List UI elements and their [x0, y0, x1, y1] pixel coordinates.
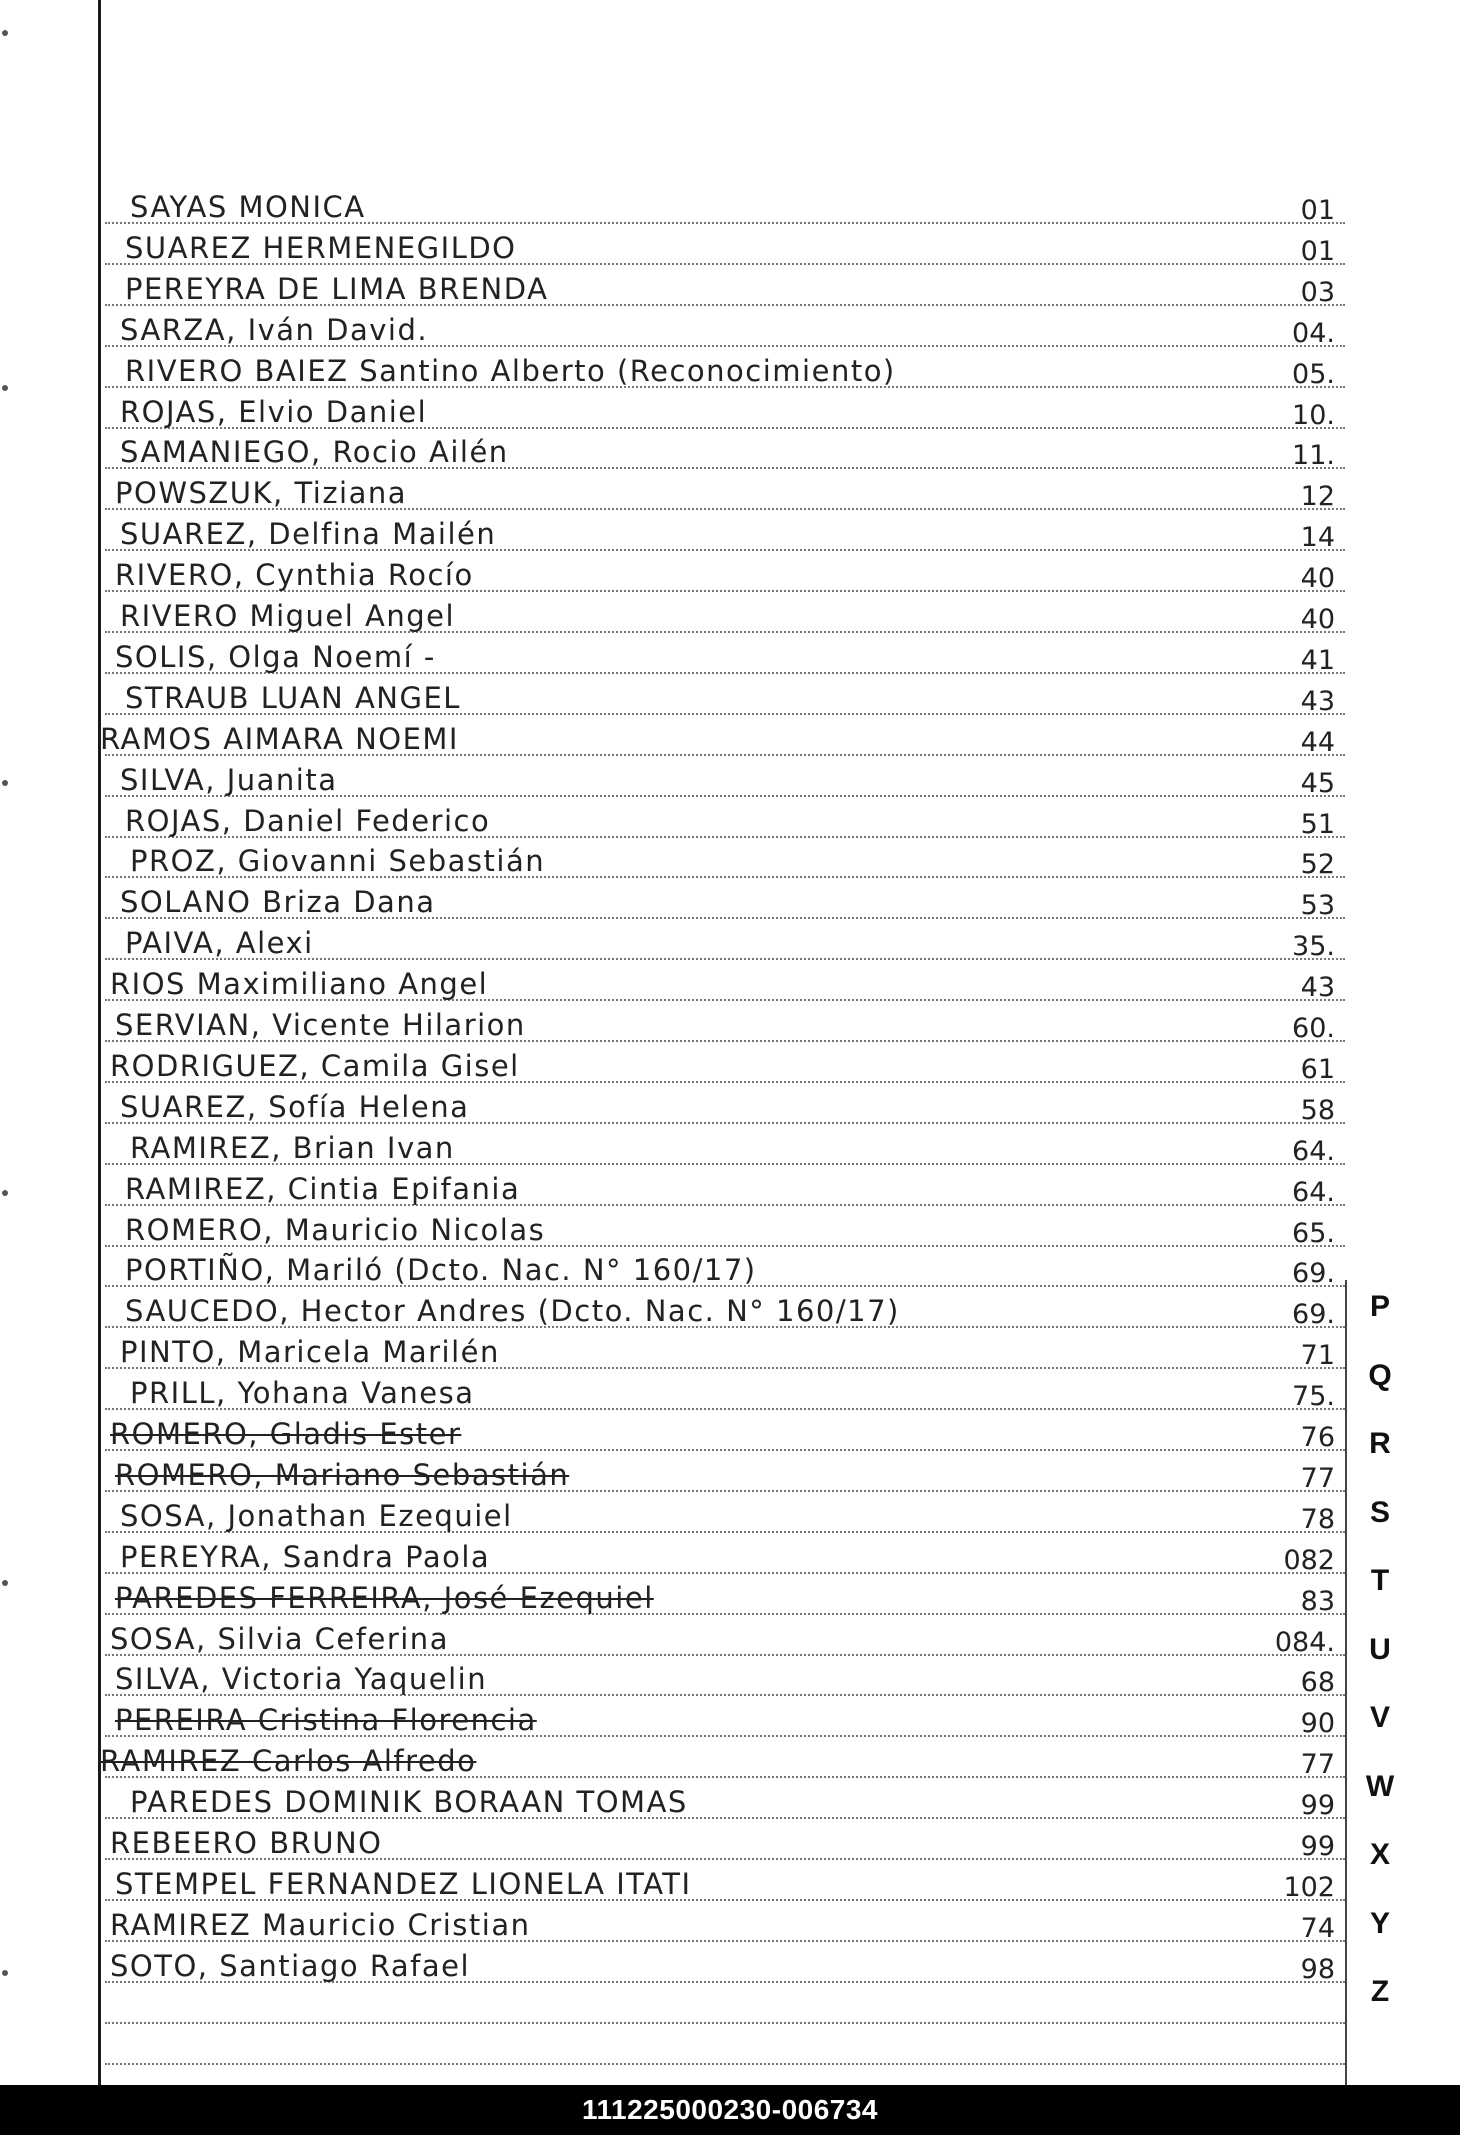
entry-name: SUAREZ, Sofía Helena [120, 1089, 470, 1124]
entry-name: SOTO, Santiago Rafael [110, 1948, 471, 1983]
entry-number: 77 [1300, 1749, 1335, 1781]
index-letter-t[interactable]: T [1370, 1564, 1390, 1597]
entry-number: 69. [1292, 1258, 1335, 1290]
entry-number: 102 [1283, 1871, 1335, 1903]
entry-number: 01 [1300, 195, 1335, 226]
entry-number: 44 [1300, 726, 1335, 758]
entry-number: 41 [1300, 644, 1335, 676]
entry-number: 05. [1292, 358, 1335, 390]
entry-number: 01 [1300, 235, 1335, 267]
entry-number: 71 [1300, 1340, 1335, 1372]
entry-name: ROJAS, Daniel Federico [125, 803, 491, 838]
index-letter-r[interactable]: R [1369, 1427, 1391, 1460]
binding-hole-mark [2, 780, 8, 786]
entry-name: PROZ, Giovanni Sebastián [130, 844, 546, 879]
entry-name: RIOS Maximiliano Angel [110, 967, 489, 1002]
entry-name: STRAUB LUAN ANGEL [125, 680, 461, 715]
entry-name: RAMIREZ, Brian Ivan [130, 1130, 455, 1165]
entry-number: 99 [1300, 1790, 1335, 1822]
entry-number: 43 [1300, 685, 1335, 717]
entry-number: 03 [1300, 276, 1335, 308]
entry-name: SUAREZ HERMENEGILDO [125, 230, 517, 265]
entry-number: 68 [1300, 1667, 1335, 1699]
entry-name: STEMPEL FERNANDEZ LIONELA ITATI [115, 1866, 692, 1901]
entry-name: ROJAS, Elvio Daniel [120, 394, 428, 429]
entry-number: 58 [1300, 1094, 1335, 1126]
entry-number: 76 [1300, 1422, 1335, 1453]
entry-name: SERVIAN, Vicente Hilarion [115, 1008, 526, 1042]
entry-number: 10. [1292, 399, 1335, 431]
entry-name: RAMIREZ, Cintia Epifania [125, 1171, 521, 1206]
entry-name: RAMIREZ Carlos Alfredo [100, 1744, 477, 1779]
entry-name: SARZA, Iván David. [120, 312, 429, 347]
entry-number: 64. [1292, 1176, 1335, 1208]
entry-number: 77 [1300, 1462, 1335, 1494]
entry-name: PEREYRA DE LIMA BRENDA [125, 271, 549, 306]
entry-name: RIVERO Miguel Angel [120, 599, 456, 633]
entry-number: 75. [1292, 1381, 1335, 1413]
index-letter-u[interactable]: U [1369, 1632, 1391, 1666]
entry-name: ROMERO, Mauricio Nicolas [125, 1212, 546, 1247]
entry-name: SOSA, Silvia Ceferina [110, 1621, 449, 1656]
entry-number: 61 [1300, 1053, 1335, 1085]
entry-name: RAMOS AIMARA NOEMI [100, 721, 459, 756]
entry-number: 99 [1300, 1831, 1335, 1862]
entry-number: 78 [1300, 1503, 1335, 1535]
entry-number: 082 [1283, 1544, 1335, 1576]
entry-name: PAREDES FERREIRA, José Ezequiel [115, 1580, 654, 1615]
entry-name: SAMANIEGO, Rocio Ailén [120, 435, 509, 470]
index-letter-y[interactable]: Y [1369, 1906, 1390, 1940]
entry-name: SOLIS, Olga Noemí - [115, 639, 436, 674]
entry-name: RIVERO BAIEZ Santino Alberto (Reconocimiento) [125, 353, 896, 388]
entry-number: 04. [1292, 317, 1335, 349]
entry-name: ROMERO, Mariano Sebastián [115, 1457, 570, 1492]
index-letter-s[interactable]: S [1369, 1495, 1390, 1529]
entry-name: RAMIREZ Mauricio Cristian [110, 1907, 531, 1942]
entry-name: PRILL, Yohana Vanesa [130, 1376, 475, 1411]
entry-name: PEREIRA Cristina Florencia [115, 1703, 537, 1738]
entry-number: 64. [1292, 1135, 1335, 1167]
entry-name: POWSZUK, Tiziana [115, 476, 408, 511]
index-letter-x[interactable]: X [1369, 1838, 1390, 1871]
entry-name: SOLANO Briza Dana [120, 885, 436, 920]
entry-number: 74 [1300, 1912, 1335, 1944]
index-letter-z[interactable]: Z [1370, 1975, 1390, 2008]
entry-number: 65. [1292, 1217, 1335, 1249]
entry-number: 40 [1300, 604, 1335, 635]
entry-number: 43 [1300, 972, 1335, 1004]
document-id: 111225000230-006734 [581, 2094, 879, 2125]
entry-number: 53 [1300, 890, 1335, 922]
index-letter-p[interactable]: P [1369, 1290, 1390, 1323]
entry-name: SILVA, Juanita [120, 762, 338, 797]
entry-name: REBEERO BRUNO [110, 1826, 383, 1860]
entry-number: 51 [1300, 808, 1335, 840]
entry-number: 69. [1292, 1299, 1335, 1331]
entry-name: RIVERO, Cynthia Rocío [115, 558, 474, 593]
index-letter-w[interactable]: W [1365, 1769, 1395, 1803]
entry-number: 52 [1300, 849, 1335, 881]
entry-number: 98 [1300, 1953, 1335, 1985]
entry-number: 90 [1300, 1708, 1335, 1740]
entry-number: 12 [1300, 481, 1335, 513]
alphabet-index [1350, 0, 1410, 2085]
entry-name: PAIVA, Alexi [125, 926, 314, 961]
entry-number: 40 [1300, 563, 1335, 595]
entry-name: RODRIGUEZ, Camila Gisel [110, 1048, 520, 1083]
entry-number: 084. [1274, 1626, 1335, 1658]
entry-name: PEREYRA, Sandra Paola [120, 1539, 491, 1574]
entry-name: SILVA, Victoria Yaquelin [115, 1662, 488, 1697]
binding-hole-mark [2, 385, 8, 391]
entry-name: SOSA, Jonathan Ezequiel [120, 1498, 513, 1533]
entry-number: 14 [1300, 522, 1335, 554]
footer-bar [0, 2085, 1460, 2135]
binding-hole-mark [2, 1970, 8, 1976]
entry-name: ROMERO, Gladis Ester [110, 1417, 462, 1451]
entry-number: 83 [1300, 1585, 1335, 1617]
index-letter-q[interactable]: Q [1368, 1358, 1392, 1392]
entry-name: SAYAS MONICA [130, 190, 366, 224]
binding-hole-mark [2, 1580, 8, 1586]
entry-name: PORTIÑO, Mariló (Dcto. Nac. N° 160/17) [125, 1253, 757, 1288]
entry-name: PAREDES DOMINIK BORAAN TOMAS [130, 1785, 688, 1820]
entry-number: 45 [1300, 767, 1335, 799]
entry-name: SAUCEDO, Hector Andres (Dcto. Nac. N° 160/17) [125, 1294, 900, 1329]
entry-number: 11. [1292, 440, 1335, 472]
entry-name: SUAREZ, Delfina Mailén [120, 517, 497, 552]
index-letter-v[interactable]: V [1369, 1701, 1390, 1734]
binding-hole-mark [2, 1190, 8, 1196]
entry-number: 60. [1292, 1013, 1335, 1044]
entry-number: 35. [1292, 931, 1335, 963]
entry-name: PINTO, Maricela Marilén [120, 1335, 500, 1370]
binding-hole-mark [2, 30, 8, 36]
